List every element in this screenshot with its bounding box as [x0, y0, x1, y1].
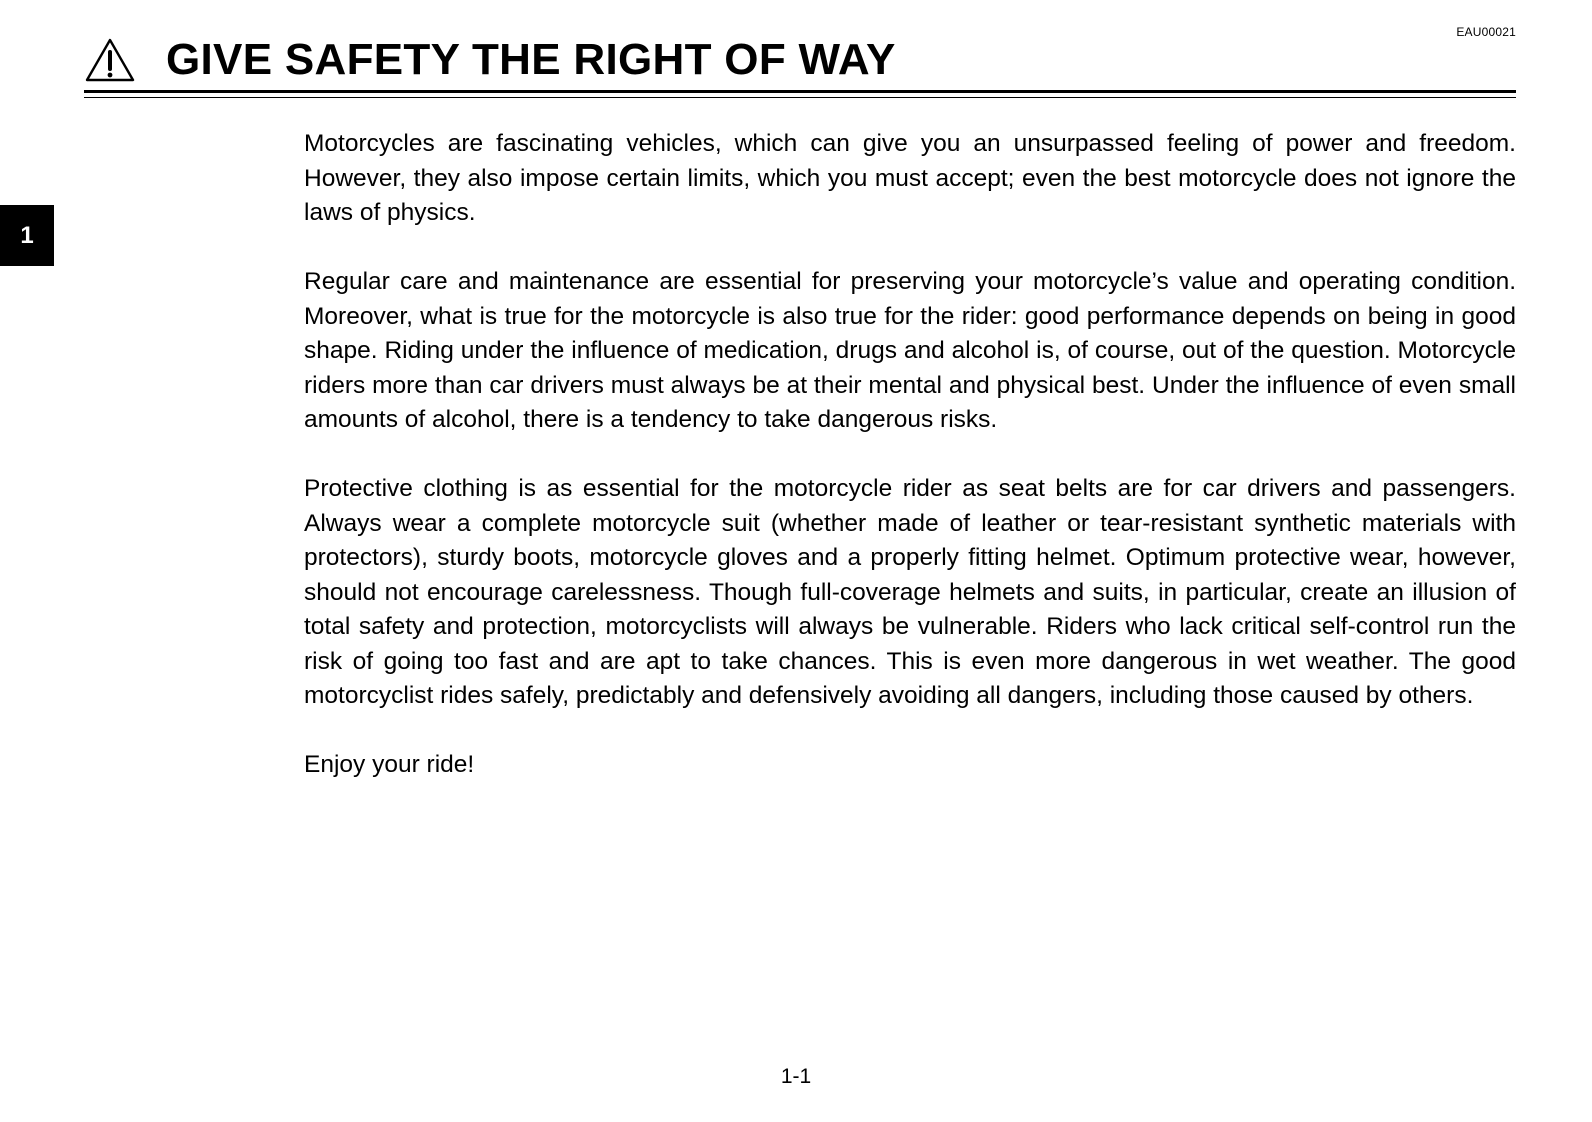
- page-title: GIVE SAFETY THE RIGHT OF WAY: [166, 35, 896, 84]
- paragraph-1: Motorcycles are fascinating vehicles, which can give you an unsurpassed feeling of power and freedom. However, they also impose certain limits, which you must accept; even the best motorcycle does not ignore the laws of physics.: [304, 130, 1516, 226]
- paragraph-4: Enjoy your ride!: [304, 751, 475, 778]
- warning-triangle-icon: [84, 36, 136, 84]
- header-rule-thick: [84, 90, 1516, 93]
- paragraph-2: Regular care and maintenance are essential for preserving your motorcycle’s value and operating condition. Moreover, what is true for the motorcycle is also true for the rider: good performance depends on being in good shape. Riding under the influence of medication, drugs and alcohol is, of course, out of the question. Motorcycle riders more than car drivers must always be at their mental and physical best. Under the influence of even small amounts of alcohol, there is a tendency to take dangerous risks.: [304, 268, 1516, 433]
- chapter-tab: 1: [0, 205, 54, 266]
- header-rule-thin: [84, 97, 1516, 98]
- page-number: 1-1: [780, 1065, 812, 1088]
- page-header: [84, 34, 896, 86]
- body-text: [304, 127, 1516, 817]
- paragraph-3: Protective clothing is as essential for the motorcycle rider as seat belts are for car drivers and passengers. Always wear a complete motorcycle suit (whether made of leather or tear-resistant synthetic materials with protectors), sturdy boots, motorcycle gloves and a properly fitting helmet. Optimum protective wear, however, should not encourage carelessness. Though full-coverage helmets and suits, in particular, create an illusion of total safety and protection, motorcyclists will always be vulnerable. Riders who lack critical self-control run the risk of going too fast and are apt to take chances. This is even more dangerous in wet weather. The good motorcyclist rides safely, predictably and defensively avoiding all dangers, including those caused by others.: [304, 475, 1516, 709]
- document-code: EAU00021: [1456, 25, 1516, 39]
